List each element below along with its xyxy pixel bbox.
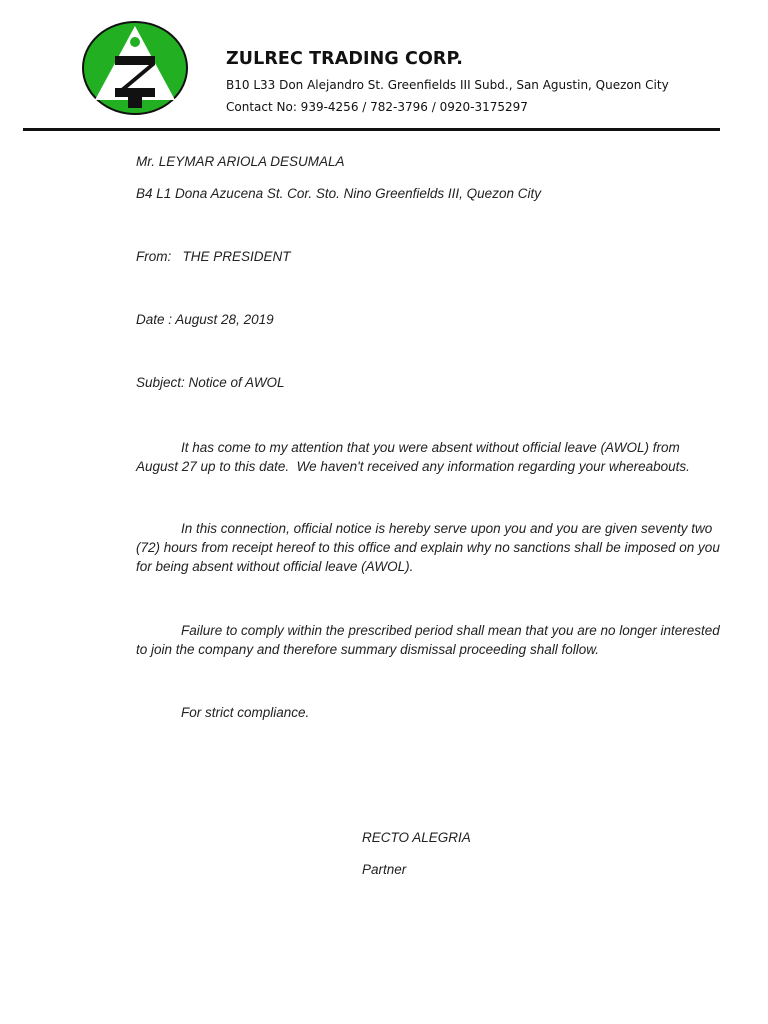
company-address: B10 L33 Don Alejandro St. Greenfields III Subd., San Agustin, Quezon City [226,78,669,92]
subject-line: Subject: Notice of AWOL [136,375,285,390]
signatory-title: Partner [362,862,407,877]
body-paragraph: Failure to comply within the prescribed period shall mean that you are no longer interested to join the company and therefore summary dismissal proceeding shall follow. [136,623,720,657]
recipient-name: Mr. LEYMAR ARIOLA DESUMALA [136,154,345,169]
recipient-address: B4 L1 Dona Azucena St. Cor. Sto. Nino Greenfields III, Quezon City [136,186,541,201]
closing-line: For strict compliance. [181,705,310,720]
letterhead-divider [23,128,720,131]
signatory-name: RECTO ALEGRIA [362,830,471,845]
body-paragraph: In this connection, official notice is hereby serve upon you and you are given seventy two (72) hours from receipt hereof to this office and explain why no sanctions shall be imposed on you for being absent without official leave (AWOL). [136,521,720,574]
company-logo [81,20,189,116]
from-line: From: THE PRESIDENT [136,249,291,264]
company-name: ZULREC TRADING CORP. [226,49,463,69]
company-contact: Contact No: 939-4256 / 782-3796 / 0920-3175297 [226,100,528,114]
body-paragraph: It has come to my attention that you were absent without official leave (AWOL) from August 27 up to this date. We haven't received any information regarding your whereabouts. [136,440,690,474]
date-line: Date : August 28, 2019 [136,312,274,327]
